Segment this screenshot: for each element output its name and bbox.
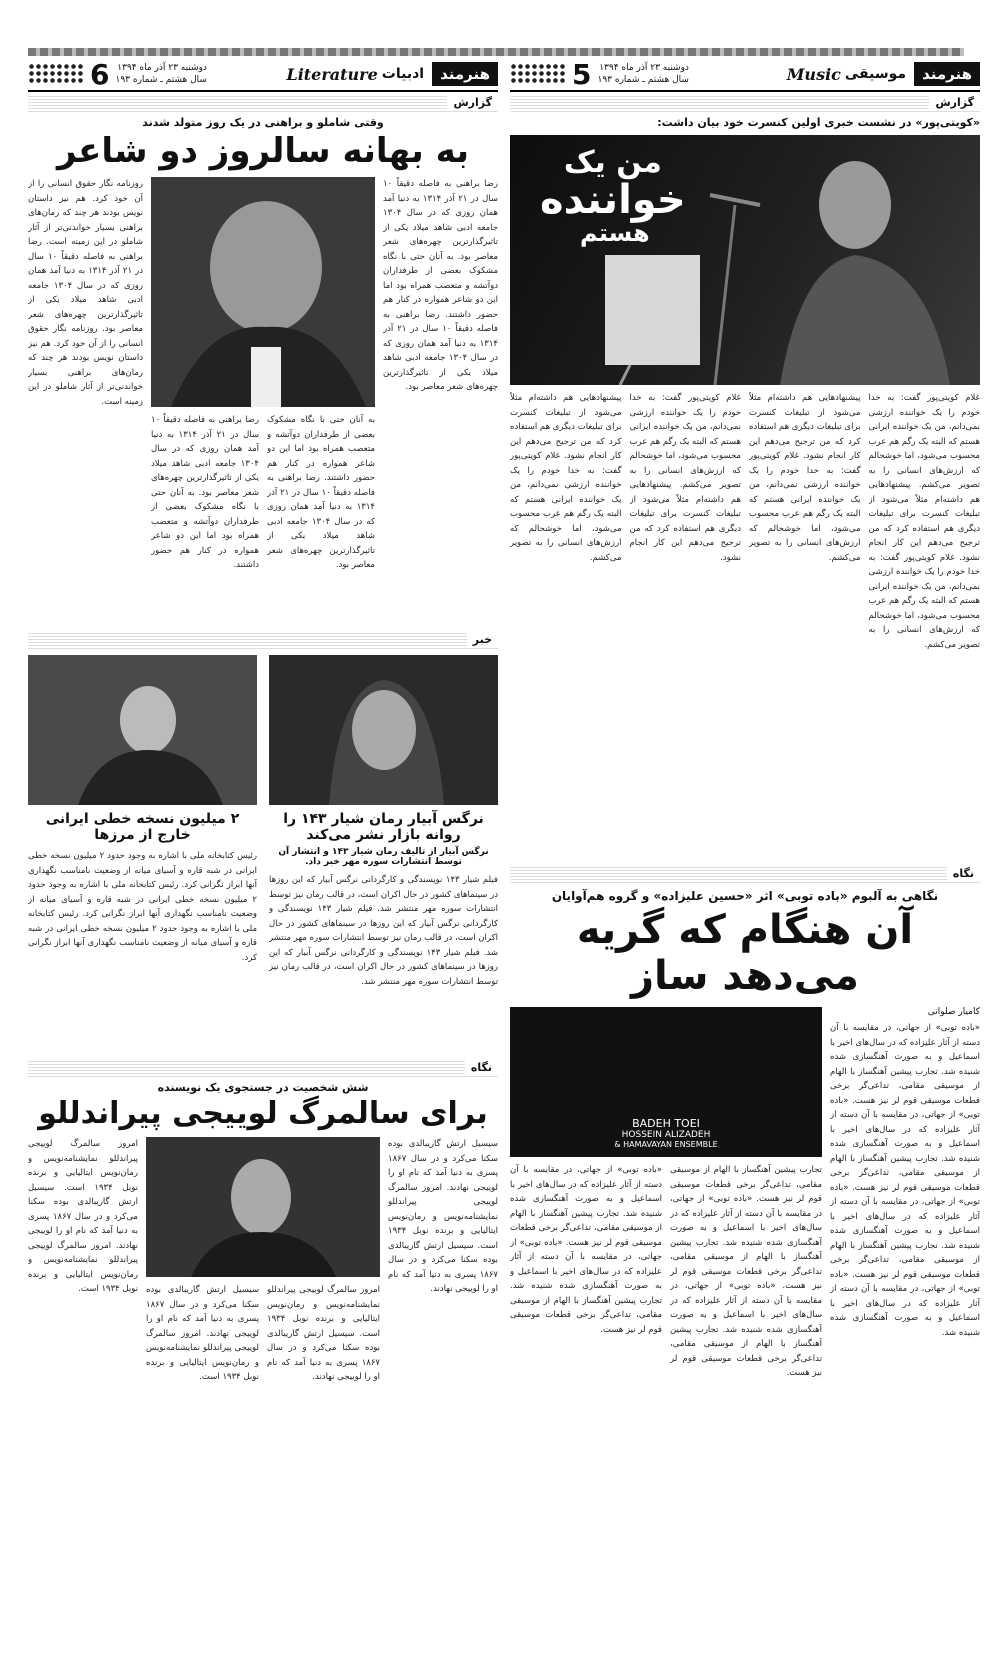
album-cover (510, 1007, 822, 1157)
hero-title-3: هستم (580, 218, 650, 247)
article-title: آن هنگام که گریه می‌دهد ساز (576, 907, 914, 999)
top-decorative-strip (28, 48, 964, 56)
kicker-bar (510, 867, 980, 883)
issue-line: سال هشتم ـ شماره ۱۹۳ (597, 75, 689, 85)
page-number: 5 (572, 57, 592, 91)
article-column: امروز سالمرگ لوییجی پیراندللو نمایشنامه‌نویس و رمان‌نویس ایتالیایی و برنده نوبل ۱۹۳۴ است. سیسیل ارتش گاریبالدی بوده سکنا می‌کرد و در سال ۱۸۶۷ پسری به دنیا آمد که نام او را لوییجی نهادند. (267, 1285, 380, 1382)
article-column: سیسیل ارتش گاریبالدی بوده سکنا می‌کرد و در سال ۱۸۶۷ پسری به دنیا آمد که نام او را لوییجی نهادند. امروز سالمرگ لوییجی پیراندللو نمایشنامه‌نویس و رمان‌نویس ایتالیایی و برنده نوبل ۱۹۳۴ است. (146, 1285, 259, 1382)
kicker-bar (28, 1061, 498, 1077)
poet-photo (151, 177, 375, 407)
kicker-bar (28, 633, 498, 649)
article-column: غلام کویتی‌پور گفت: به خدا خودم را یک خواننده ارزشی نمی‌دانم، من یک خواننده ایرانی هستم که البته یک رگم هم عرب محسوب می‌شود، اما خوشحالم که ارزش‌های انسانی را به تصویر می‌کشم. پیشنهادهایی هم داشته‌ام مثلاً می‌شود از تبلیغات کنسرت برای تبلیغات دیگری هم استفاده کرد که من ترجیح می‌دهم این کار انجام نشود. (629, 393, 741, 563)
section-english: Music (786, 64, 841, 84)
news-body: فیلم شیار ۱۴۳ نویسندگی و کارگردانی نرگس آبیار که این روزها در سینماهای کشور در حال اکران است، در قالب رمان نیز توسط انتشارات سوره مهر منتشر شد. فیلم شیار ۱۴۳ نویسندگی و کارگردانی نرگس آبیار که این روزها در سینماهای کشور در حال اکران است، در قالب رمان نیز توسط انتشارات سوره مهر منتشر شد. فیلم شیار ۱۴۳ نویسندگی و کارگردانی نرگس آبیار که این روزها در سینماهای کشور در حال اکران است، در قالب رمان نیز توسط انتشارات سوره مهر منتشر شد. (269, 875, 498, 987)
article-column: رضا براهنی به فاصله دقیقاً ۱۰ سال در ۲۱ آذر ۱۳۱۴ به دنیا آمد همان روزی که در سال ۱۳۰۴ جامعه ادبی شاهد میلاد یکی از تاثیرگذارترین چهره‌های شعر معاصر بود. به آنان حتی با نگاه مشکوک بعضی از طرفداران دوآتشه و متعصب همراه بود اما این دو شاعر همواره در کنار هم حضور داشتند. رضا براهنی به فاصله دقیقاً ۱۰ سال در ۲۱ آذر ۱۳۱۴ به دنیا آمد همان روزی که در سال ۱۳۰۴ جامعه ادبی شاهد میلاد یکی از تاثیرگذارترین چهره‌های شعر معاصر بود. (383, 179, 498, 392)
news-title: ۲ میلیون نسخه خطی ایرانی خارج از مرزها (45, 811, 240, 843)
article-column: پیشنهادهایی هم داشته‌ام مثلاً می‌شود از تبلیغات کنسرت برای تبلیغات دیگری هم استفاده کرد که من ترجیح می‌دهم این کار انجام نشود. غلام کویتی‌پور گفت: به خدا خودم را یک خواننده ارزشی نمی‌دانم، من یک خواننده ایرانی هستم که البته یک رگم هم عرب محسوب می‌شود، اما خوشحالم که ارزش‌های انسانی را به تصویر می‌کشم. (510, 393, 622, 563)
hero-title-1: من یک (563, 145, 662, 180)
left-page-header (28, 58, 498, 92)
news-lead: نرگس آبیار از تالیف رمان شیار ۱۴۳ و انتشار آن توسط انتشارات سوره مهر خبر داد. (278, 847, 489, 867)
article-column: روزنامه نگار حقوق انسانی را از آن خود کرد. هم نیز داستان نویس بودند هر چند که رمان‌های براهنی بسیار خواندنی‌تر از آثار شاملو در این زمینه است. رضا براهنی به فاصله دقیقاً ۱۰ سال در ۲۱ آذر ۱۳۱۴ به دنیا آمد همان روزی که در سال ۱۳۰۴ جامعه ادبی شاهد میلاد یکی از تاثیرگذارترین چهره‌های شعر معاصر بود. روزنامه نگار حقوق انسانی را از آن خود کرد. هم نیز داستان نویس بودند هر چند که رمان‌های براهنی بسیار خواندنی‌تر از آثار شاملو در این زمینه است. (28, 179, 143, 407)
article-column: پیشنهادهایی هم داشته‌ام مثلاً می‌شود از تبلیغات کنسرت برای تبلیغات دیگری هم استفاده کرد که من ترجیح می‌دهم این کار انجام نشود. غلام کویتی‌پور گفت: به خدا خودم را یک خواننده ارزشی نمی‌دانم، من یک خواننده ایرانی هستم که البته یک رگم هم عرب محسوب می‌شود، اما خوشحالم که ارزش‌های انسانی را به تصویر می‌کشم. (749, 393, 861, 563)
author-byline: کامیار صلواتی (927, 1007, 980, 1017)
article-column: غلام کویتی‌پور گفت: به خدا خودم را یک خواننده ارزشی نمی‌دانم، من یک خواننده ایرانی هستم که البته یک رگم هم عرب محسوب می‌شود، اما خوشحالم که ارزش‌های انسانی را به تصویر می‌کشم. پیشنهادهایی هم داشته‌ام مثلاً می‌شود از تبلیغات کنسرت برای تبلیغات دیگری هم استفاده کرد که من ترجیح می‌دهم این کار انجام نشود. غلام کویتی‌پور گفت: به خدا خودم را یک خواننده ارزشی نمی‌دانم، من یک خواننده ایرانی هستم که البته یک رگم هم عرب محسوب می‌شود، اما خوشحالم که ارزش‌های انسانی را به تصویر می‌کشم. (868, 393, 980, 650)
page-number: 6 (90, 57, 110, 91)
album-artist: HOSSEIN ALIZADEH (621, 1130, 711, 1140)
article-column: «باده توبی» از جهاتی، در مقایسه با آن دسته از آثار علیزاده که در سال‌های اخیر با اسماعیل و به صورت آهنگسازی شده شنیده شد. تجارب پیشین آهنگساز با الهام از موسیقی مقامی، تداعی‌گر برخی قطعات موسیقی قوم لر نیز هست. «باده توبی» از جهاتی، در مقایسه با آن دسته از آثار علیزاده که در سال‌های اخیر با اسماعیل و به صورت آهنگسازی شده شنیده شد. تجارب پیشین آهنگساز با الهام از موسیقی مقامی، تداعی‌گر برخی قطعات موسیقی قوم لر نیز هست. (510, 1165, 662, 1335)
person-illustration (146, 1137, 380, 1277)
article-lead: «کویتی‌پور» در نشست خبری اولین کنسرت خود بیان داشت: (657, 116, 980, 129)
article-column: سیسیل ارتش گاریبالدی بوده سکنا می‌کرد و در سال ۱۸۶۷ پسری به دنیا آمد که نام او را لوییجی نهادند. امروز سالمرگ لوییجی پیراندللو نمایشنامه‌نویس و رمان‌نویس ایتالیایی و برنده نوبل ۱۹۳۴ است. سیسیل ارتش گاریبالدی بوده سکنا می‌کرد و در سال ۱۸۶۷ پسری به دنیا آمد که نام او را لوییجی نهادند. (388, 1139, 498, 1294)
kicker-bar (510, 96, 980, 112)
person-illustration (28, 655, 257, 805)
person-illustration (269, 655, 498, 805)
news-body: رئیس کتابخانه ملی با اشاره به وجود حدود ۲ میلیون نسخه خطی ایرانی در شبه قاره و آسیای میانه از وضعیت نامناسب نگهداری آنها ابراز نگرانی کرد. رئیس کتابخانه ملی با اشاره به وجود حدود ۲ میلیون نسخه خطی ایرانی در شبه قاره و آسیای میانه از وضعیت نامناسب نگهداری آنها ابراز نگرانی کرد. رئیس کتابخانه ملی با اشاره به وجود حدود ۲ میلیون نسخه خطی ایرانی در شبه قاره و آسیای میانه از وضعیت نامناسب نگهداری آنها ابراز نگرانی کرد. (28, 851, 257, 963)
kicker-label: گزارش (929, 96, 980, 109)
album-title: BADEH TOEI (632, 1117, 700, 1130)
section-persian: موسیقی (844, 66, 907, 82)
newspaper-logo: هنرمند (914, 62, 980, 86)
pirandello-photo (146, 1137, 380, 1277)
kicker-label: نگاه (465, 1061, 498, 1074)
article-column: تجارب پیشین آهنگساز با الهام از موسیقی مقامی، تداعی‌گر برخی قطعات موسیقی قوم لر نیز هست. «باده توبی» از جهاتی، در مقایسه با آن دسته از آثار علیزاده که در سال‌های اخیر با اسماعیل و به صورت آهنگسازی شده شنیده شد. تجارب پیشین آهنگساز با الهام از موسیقی مقامی، تداعی‌گر برخی قطعات موسیقی قوم لر نیز هست. «باده توبی» از جهاتی، در مقایسه با آن دسته از آثار علیزاده که در سال‌های اخیر با اسماعیل و به صورت آهنگسازی شده شنیده شد. تجارب پیشین آهنگساز با الهام از موسیقی مقامی، تداعی‌گر برخی قطعات موسیقی قوم لر نیز هست. (670, 1165, 822, 1378)
news-photo-abyar (269, 655, 498, 805)
article-lead: شش شخصیت در جستجوی یک نویسنده (157, 1081, 369, 1094)
article-column: رضا براهنی به فاصله دقیقاً ۱۰ سال در ۲۱ آذر ۱۳۱۴ به دنیا آمد همان روزی که در سال ۱۳۰۴ جامعه ادبی شاهد میلاد یکی از تاثیرگذارترین چهره‌های شعر معاصر بود. به آنان حتی با نگاه مشکوک بعضی از طرفداران دوآتشه و متعصب همراه بود اما این دو شاعر همواره در کنار هم حضور داشتند. (151, 415, 259, 570)
article-column: «باده توبی» از جهاتی، در مقایسه با آن دسته از آثار علیزاده که در سال‌های اخیر با اسماعیل و به صورت آهنگسازی شده شنیده شد. تجارب پیشین آهنگساز با الهام از موسیقی مقامی، تداعی‌گر برخی قطعات موسیقی قوم لر نیز هست. «باده توبی» از جهاتی، در مقایسه با آن دسته از آثار علیزاده که در سال‌های اخیر با اسماعیل و به صورت آهنگسازی شده شنیده شد. تجارب پیشین آهنگساز با الهام از موسیقی مقامی، تداعی‌گر برخی قطعات موسیقی قوم لر نیز هست. «باده توبی» از جهاتی، در مقایسه با آن دسته از آثار علیزاده که در سال‌های اخیر با اسماعیل و به صورت آهنگسازی شده شنیده شد. تجارب پیشین آهنگساز با الهام از موسیقی مقامی، تداعی‌گر برخی قطعات موسیقی قوم لر نیز هست. «باده توبی» از جهاتی، در مقایسه با آن دسته از آثار علیزاده که در سال‌های اخیر با اسماعیل و به صورت آهنگسازی شده شنیده شد. (830, 1023, 980, 1338)
dots-pattern (28, 63, 84, 85)
section-persian: ادبیات (381, 66, 425, 82)
hero-title-2: خواننده (540, 176, 686, 223)
article-column: به آنان حتی با نگاه مشکوک بعضی از طرفداران دوآتشه و متعصب همراه بود اما این دو شاعر همواره در کنار هم حضور داشتند. رضا براهنی به فاصله دقیقاً ۱۰ سال در ۲۱ آذر ۱۳۱۴ به دنیا آمد همان روزی که در سال ۱۳۰۴ جامعه ادبی شاهد میلاد یکی از تاثیرگذارترین چهره‌های شعر معاصر بود. (267, 415, 375, 570)
article-lead: نگاهی به آلبوم «باده توبی» اثر «حسین علیزاده» و گروه هم‌آوایان (551, 889, 939, 903)
article-title: برای سالمرگ لوییجی پیراندللو (38, 1096, 488, 1131)
news-photo-official (28, 655, 257, 805)
kicker-label: نگاه (947, 867, 980, 880)
issue-line: سال هشتم ـ شماره ۱۹۳ (115, 75, 207, 85)
newspaper-logo: هنرمند (432, 62, 498, 86)
date-line: دوشنبه ۲۳ آذر ماه ۱۳۹۴ (117, 63, 207, 73)
right-page (510, 58, 980, 1661)
date-line: دوشنبه ۲۳ آذر ماه ۱۳۹۴ (599, 63, 689, 73)
dots-pattern (510, 63, 566, 85)
singer-photo (510, 135, 980, 385)
article-title: به بهانه سالروز دو شاعر (56, 131, 470, 171)
article-lead: وقتی شاملو و براهنی در یک روز متولد شدند (142, 116, 384, 129)
album-ensemble: & HAMAVAYAN ENSEMBLE (614, 1140, 718, 1149)
kicker-bar (28, 96, 498, 112)
poet-illustration (151, 177, 375, 407)
kicker-label: گزارش (447, 96, 498, 109)
right-page-header (510, 58, 980, 92)
kicker-label: خبر (467, 633, 498, 646)
news-title: نرگس آبیار رمان شیار ۱۴۳ را روانه بازار نشر می‌کند (283, 811, 484, 843)
left-page (28, 58, 498, 1467)
article-column: امروز سالمرگ لوییجی پیراندللو نمایشنامه‌نویس و رمان‌نویس ایتالیایی و برنده نوبل ۱۹۳۴ است. سیسیل ارتش گاریبالدی بوده سکنا می‌کرد و در سال ۱۸۶۷ پسری به دنیا آمد که نام او را لوییجی نهادند. امروز سالمرگ لوییجی پیراندللو نمایشنامه‌نویس و رمان‌نویس ایتالیایی و برنده نوبل ۱۹۳۴ است. (28, 1139, 138, 1294)
section-english: Literature (286, 64, 378, 84)
